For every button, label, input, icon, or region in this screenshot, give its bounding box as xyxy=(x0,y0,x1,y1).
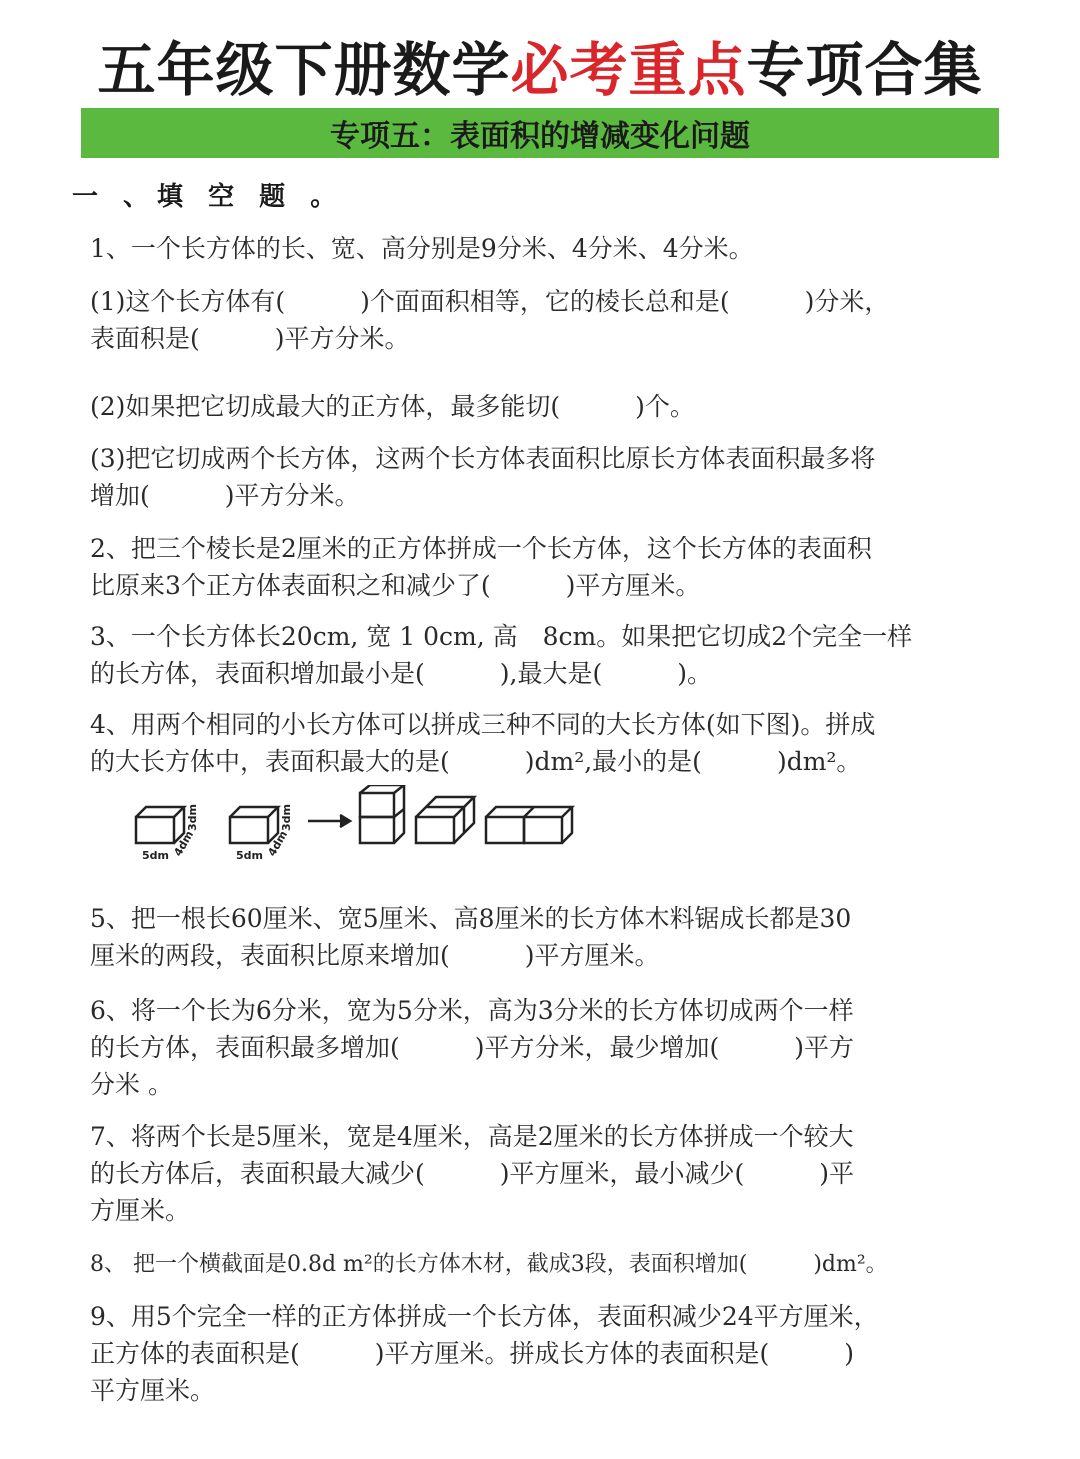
title-accent: 必考重点 xyxy=(510,36,747,104)
arrow-icon xyxy=(308,815,350,827)
small-cuboid-1 xyxy=(136,807,184,843)
question-2: 2、把三个棱长是2厘米的正方体拼成一个长方体，这个长方体的表面积 比原来3个正方体表面积之和减少了( )平方厘米。 xyxy=(90,534,872,600)
stacked-cuboid-vertical xyxy=(360,785,404,843)
stacked-cuboid-depth xyxy=(416,797,474,843)
question-6: 6、将一个长为6分米，宽为5分米，高为3分米的长方体切成两个一样 的长方体，表面积最多增加( )平方分米，最少增加( )平方 分米 。 xyxy=(90,996,855,1099)
topic-banner: 专项五：表面积的增减变化问题 xyxy=(81,108,999,158)
box2-length-label: 5dm xyxy=(236,849,263,862)
question-1-part-2: (2)如果把它切成最大的正方体，最多能切( )个。 xyxy=(90,392,695,421)
question-1: 1、一个长方体的长、宽、高分别是9分米、4分米、4分米。 xyxy=(90,234,754,263)
question-1-part-1: (1)这个长方体有( )个面面积相等，它的棱长总和是( )分米， 表面积是( )平方分米。 xyxy=(90,287,890,353)
stacked-cuboid-horizontal xyxy=(486,807,572,843)
question-5: 5、把一根长60厘米、宽5厘米、高8厘米的长方体木料锯成长都是30 厘米的两段，表面积比原来增加( )平方厘米。 xyxy=(90,904,852,970)
page-title xyxy=(0,30,1080,110)
question-1-part-3: (3)把它切成两个长方体，这两个长方体表面积比原长方体表面积最多将 增加( )平方分米。 xyxy=(90,444,876,510)
title-part1: 五年级下册数学 xyxy=(97,36,511,104)
question-4: 4、用两个相同的小长方体可以拼成三种不同的大长方体(如下图)。拼成 的大长方体中，表面积最大的是( )dm²,最小的是( )dm²。 xyxy=(90,710,876,776)
cuboid-figure xyxy=(130,785,590,865)
box2-height-label: 3dm xyxy=(280,804,293,831)
question-9: 9、用5个完全一样的正方体拼成一个长方体，表面积减少24平方厘米， 正方体的表面积是( )平方厘米。拼成长方体的表面积是( ) 平方厘米。 xyxy=(90,1302,879,1405)
box1-height-label: 3dm xyxy=(186,804,199,831)
small-cuboid-2 xyxy=(230,807,278,843)
box1-width-label: 4dm xyxy=(171,828,197,859)
section-heading: 一 、填 空 题 。 xyxy=(72,182,345,212)
question-7: 7、将两个长是5厘米，宽是4厘米，高是2厘米的长方体拼成一个较大 的长方体后，表面积最大减少( )平方厘米，最小减少( )平 方厘米。 xyxy=(90,1122,855,1225)
box1-length-label: 5dm xyxy=(142,849,169,862)
title-part2: 专项合集 xyxy=(746,36,983,104)
box2-width-label: 4dm xyxy=(265,828,291,859)
question-3: 3、一个长方体长20cm, 宽 1 0cm, 高 8cm。如果把它切成2个完全一样 的长方体，表面积增加最小是( ),最大是( )。 xyxy=(90,622,913,688)
question-8: 8、 把一个横截面是0.8d m²的长方体木材，截成3段，表面积增加( )dm²。 xyxy=(90,1252,888,1277)
